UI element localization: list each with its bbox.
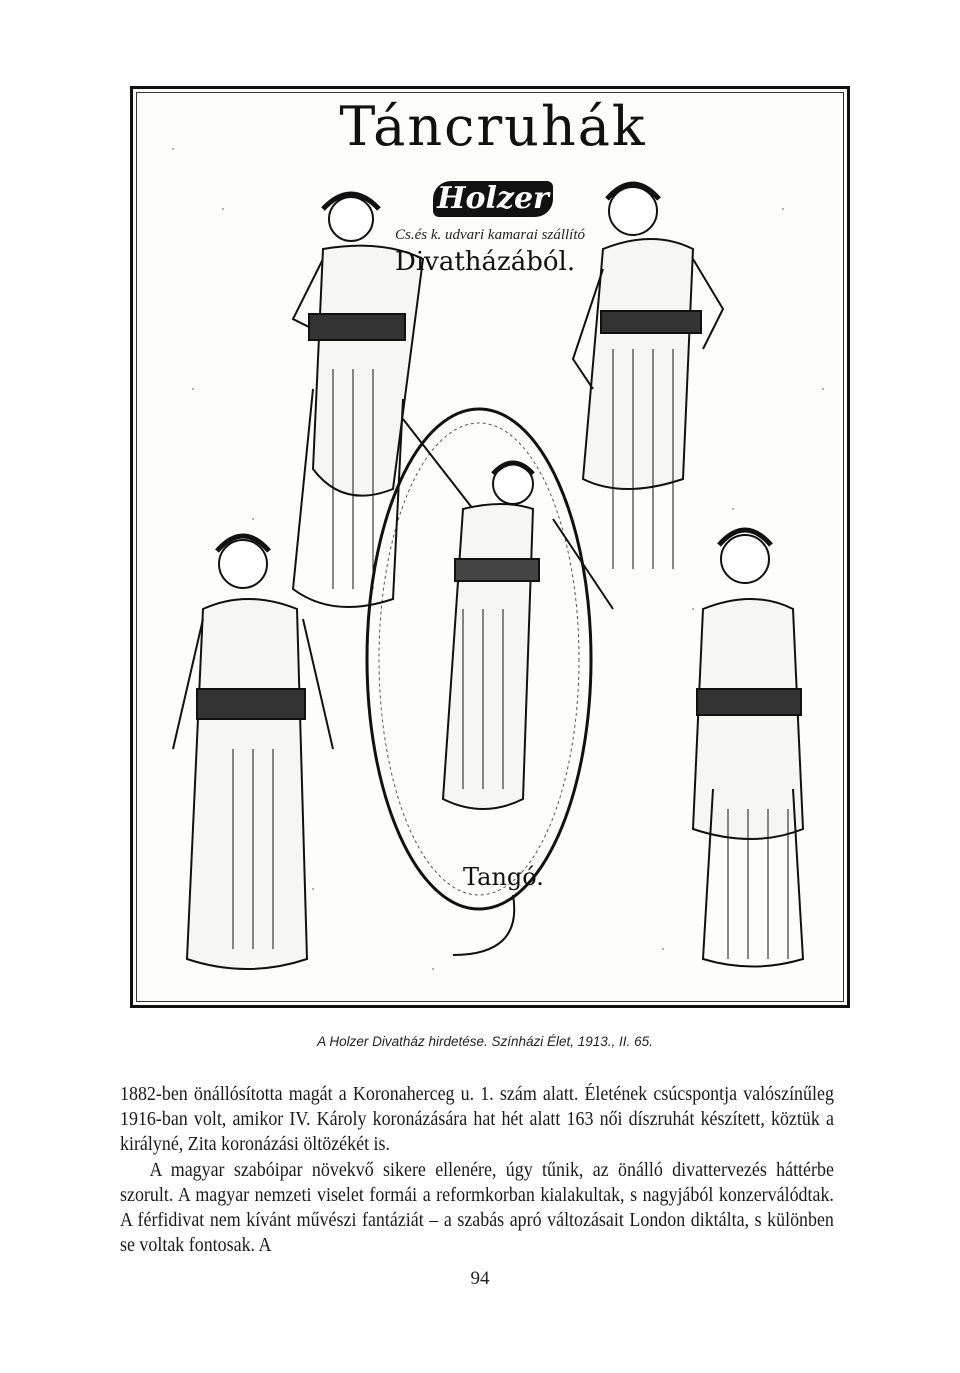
fashion-figures-drawing: [133, 89, 853, 1011]
figure-center-dancer: [403, 419, 613, 809]
tango-label: Tangó.: [463, 863, 544, 891]
paragraph-1: 1882-ben önállósította magát a Koronaherceg u. 1. szám alatt. Életének csúcspontja valószínűleg 1916-ban volt, amikor IV. Károly koronázására hat hét alatt 163 női díszruhát készített, köztük a királyné, Zita koronázási öltözékét is.: [120, 1084, 834, 1156]
supplier-line: Cs.és k. udvari kamarai szállító: [395, 227, 585, 243]
paragraph-2: A magyar szabóipar növekvő sikere ellenére, úgy tűnik, az önálló divattervezés háttérbe szorult. A magyar nemzeti viselet formái a reformkorban kialakultak, s nagyjából konzerválódtak. A férfidivat nem kívánt művészi fantáziát – a szabás apró változásait London diktálta, s különben se voltak fontosak. A: [120, 1159, 834, 1257]
fashion-house-line: Divatházából.: [395, 247, 576, 277]
figure-caption: A Holzer Divatház hirdetése. Színházi Élet, 1913., II. 65.: [317, 1034, 653, 1049]
figure-bottom-left: [173, 536, 333, 969]
ad-title: Táncruhák: [339, 95, 647, 158]
figure-bottom-right: [693, 530, 803, 967]
body-text: [120, 1082, 834, 1258]
figure-top-right: [573, 184, 723, 569]
page-number: 94: [470, 1268, 490, 1289]
central-oval: [367, 409, 591, 909]
advertisement-illustration: [130, 86, 850, 1008]
figure-top-left: [293, 194, 423, 607]
brand-logo: Holzer: [433, 181, 553, 217]
